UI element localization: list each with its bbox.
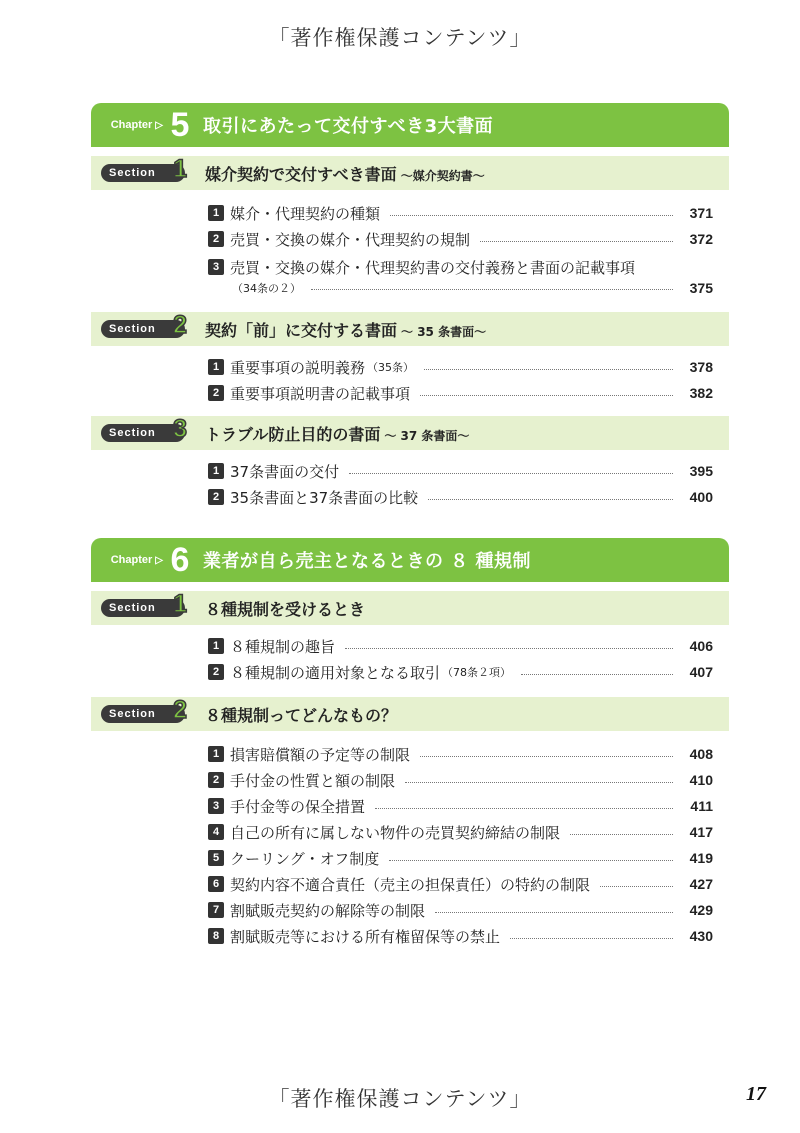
- chapter-header: [91, 103, 729, 147]
- entry-title: クーリング・オフ制度: [230, 849, 380, 868]
- entry-page: 419: [689, 850, 713, 866]
- entry-number: 1: [208, 746, 224, 762]
- entry-number: 2: [208, 489, 224, 505]
- dot-leader: [480, 241, 673, 242]
- toc-entry[interactable]: [91, 226, 729, 252]
- entry-page: 427: [689, 876, 713, 892]
- chapter-title: 取引にあたって交付すべき3大書面: [203, 116, 494, 137]
- entry-number: 3: [208, 259, 224, 275]
- dot-leader: [521, 674, 673, 675]
- section-subtitle: ～媒介契約書～: [400, 168, 485, 183]
- toc-entry[interactable]: [91, 871, 729, 897]
- section-number: 1: [173, 590, 187, 618]
- entry-number: 5: [208, 850, 224, 866]
- entry-note: （78条２項）: [442, 666, 512, 679]
- dot-leader: [345, 648, 673, 649]
- entry-number: 1: [208, 638, 224, 654]
- entry-title: 手付金等の保全措置: [230, 797, 366, 816]
- watermark-bottom: 「著作権保護コンテンツ」: [268, 1087, 532, 1111]
- toc-entry[interactable]: [91, 484, 729, 510]
- dot-leader: [435, 912, 673, 913]
- entry-page: 406: [689, 638, 713, 654]
- entry-page: 417: [689, 824, 713, 840]
- entry-title: 割賦販売等における所有権留保等の禁止: [230, 927, 501, 946]
- entry-number: 2: [208, 231, 224, 247]
- section-subtitle: ～ 37 条書面～: [384, 428, 470, 443]
- entry-title: 重要事項説明書の記載事項: [230, 384, 411, 403]
- entry-page: 395: [689, 463, 713, 479]
- toc-entry[interactable]: [91, 659, 729, 685]
- dot-leader: [428, 499, 673, 500]
- entry-title: 契約内容不適合責任（売主の担保責任）の特約の制限: [230, 875, 591, 894]
- entry-number: 2: [208, 772, 224, 788]
- dot-leader: [420, 756, 673, 757]
- section-title: ８種規制ってどんなもの？: [205, 705, 398, 725]
- section-number: 2: [173, 696, 187, 724]
- entry-page: 407: [689, 664, 713, 680]
- section-number: 2: [173, 311, 187, 339]
- chapter-label: Chapter ▷: [110, 119, 163, 131]
- entry-title: 重要事項の説明義務: [230, 358, 366, 377]
- entry-page: 371: [689, 205, 713, 221]
- section-title: ８種規制を受けるとき: [205, 599, 366, 619]
- entry-number: 1: [208, 205, 224, 221]
- chapter-number: 5: [170, 105, 190, 144]
- dot-leader: [349, 473, 673, 474]
- dot-leader: [311, 289, 673, 290]
- section-subtitle: ～ 35 条書面～: [401, 324, 487, 339]
- entry-page: 378: [689, 359, 713, 375]
- dot-leader: [405, 782, 673, 783]
- watermark-top: 「著作権保護コンテンツ」: [268, 26, 532, 50]
- entry-number: 8: [208, 928, 224, 944]
- dot-leader: [510, 938, 673, 939]
- entry-title: 売買・交換の媒介・代理契約の規制: [230, 230, 471, 249]
- entry-title: 35条書面と37条書面の比較: [230, 488, 419, 507]
- page-number: 17: [746, 1083, 766, 1105]
- dot-leader: [420, 395, 673, 396]
- chapter-6: [91, 538, 729, 955]
- toc-entry[interactable]: [91, 380, 729, 406]
- toc-entry[interactable]: [91, 741, 729, 767]
- chapter-number: 6: [170, 540, 190, 579]
- toc-entry[interactable]: [91, 200, 729, 226]
- section-header: [91, 312, 729, 346]
- toc-entry[interactable]: [91, 767, 729, 793]
- dot-leader: [375, 808, 673, 809]
- entry-title: 自己の所有に属しない物件の売買契約締結の制限: [230, 823, 561, 842]
- dot-leader: [600, 886, 673, 887]
- toc-entry[interactable]: [91, 845, 729, 871]
- entry-number: 7: [208, 902, 224, 918]
- entry-title: 手付金の性質と額の制限: [230, 771, 396, 790]
- entry-page: 382: [689, 385, 713, 401]
- section-badge: Section 1: [101, 164, 185, 182]
- entry-note: （35条）: [367, 361, 415, 374]
- dot-leader: [424, 369, 673, 370]
- chapter-header: [91, 538, 729, 582]
- entry-number: 2: [208, 385, 224, 401]
- chapter-title: 業者が自ら売主となるときの ８ 種規制: [203, 551, 532, 572]
- section-header: [91, 591, 729, 625]
- chapter-label: Chapter ▷: [110, 554, 163, 566]
- entry-page: 411: [690, 798, 713, 814]
- toc-entry[interactable]: [91, 819, 729, 845]
- entry-page: 429: [689, 902, 713, 918]
- section-badge: Section 2: [101, 320, 185, 338]
- entry-page: 408: [689, 746, 713, 762]
- entry-page: 372: [689, 231, 713, 247]
- section-header: [91, 697, 729, 731]
- entry-number: 1: [208, 359, 224, 375]
- section-number: 1: [173, 155, 187, 183]
- entry-note: （34条の２）: [232, 281, 301, 295]
- section-title: トラブル防止目的の書面 ～ 37 条書面～: [205, 424, 470, 444]
- section-badge: Section 2: [101, 705, 185, 723]
- entry-number: 4: [208, 824, 224, 840]
- section-title: 契約「前」に交付する書面 ～ 35 条書面～: [205, 320, 487, 340]
- entry-number: 1: [208, 463, 224, 479]
- chapter-5: [91, 103, 729, 516]
- entry-title: 37条書面の交付: [230, 462, 340, 481]
- entry-page: 400: [689, 489, 713, 505]
- toc-entry[interactable]: [91, 923, 729, 949]
- section-number: 3: [173, 415, 187, 443]
- entry-title: 売買・交換の媒介・代理契約書の交付義務と書面の記載事項: [230, 258, 636, 277]
- entry-title: ８種規制の適用対象となる取引: [230, 663, 441, 682]
- entry-page: 430: [689, 928, 713, 944]
- entry-title: ８種規制の趣旨: [230, 637, 336, 656]
- toc-entry[interactable]: [91, 897, 729, 923]
- section-badge: Section 1: [101, 599, 185, 617]
- dot-leader: [570, 834, 673, 835]
- dot-leader: [389, 860, 673, 861]
- entry-number: 2: [208, 664, 224, 680]
- entry-page: 410: [689, 772, 713, 788]
- section-title: 媒介契約で交付すべき書面 ～媒介契約書～: [205, 164, 485, 184]
- toc-entry[interactable]: [91, 793, 729, 819]
- entry-title: 媒介・代理契約の種類: [230, 204, 381, 223]
- chapter-arrow-icon: ▷: [155, 120, 163, 131]
- toc-entry[interactable]: [91, 633, 729, 659]
- section-badge: Section 3: [101, 424, 185, 442]
- section-header: [91, 416, 729, 450]
- entry-title: 損害賠償額の予定等の制限: [230, 745, 411, 764]
- entry-page: 375: [689, 279, 713, 296]
- entry-title: 割賦販売契約の解除等の制限: [230, 901, 426, 920]
- toc-entry[interactable]: [91, 252, 729, 300]
- entry-number: 3: [208, 798, 224, 814]
- chapter-arrow-icon: ▷: [155, 555, 163, 566]
- entry-number: 6: [208, 876, 224, 892]
- section-header: [91, 156, 729, 190]
- dot-leader: [390, 215, 673, 216]
- toc-entry[interactable]: [91, 354, 729, 380]
- toc-entry[interactable]: [91, 458, 729, 484]
